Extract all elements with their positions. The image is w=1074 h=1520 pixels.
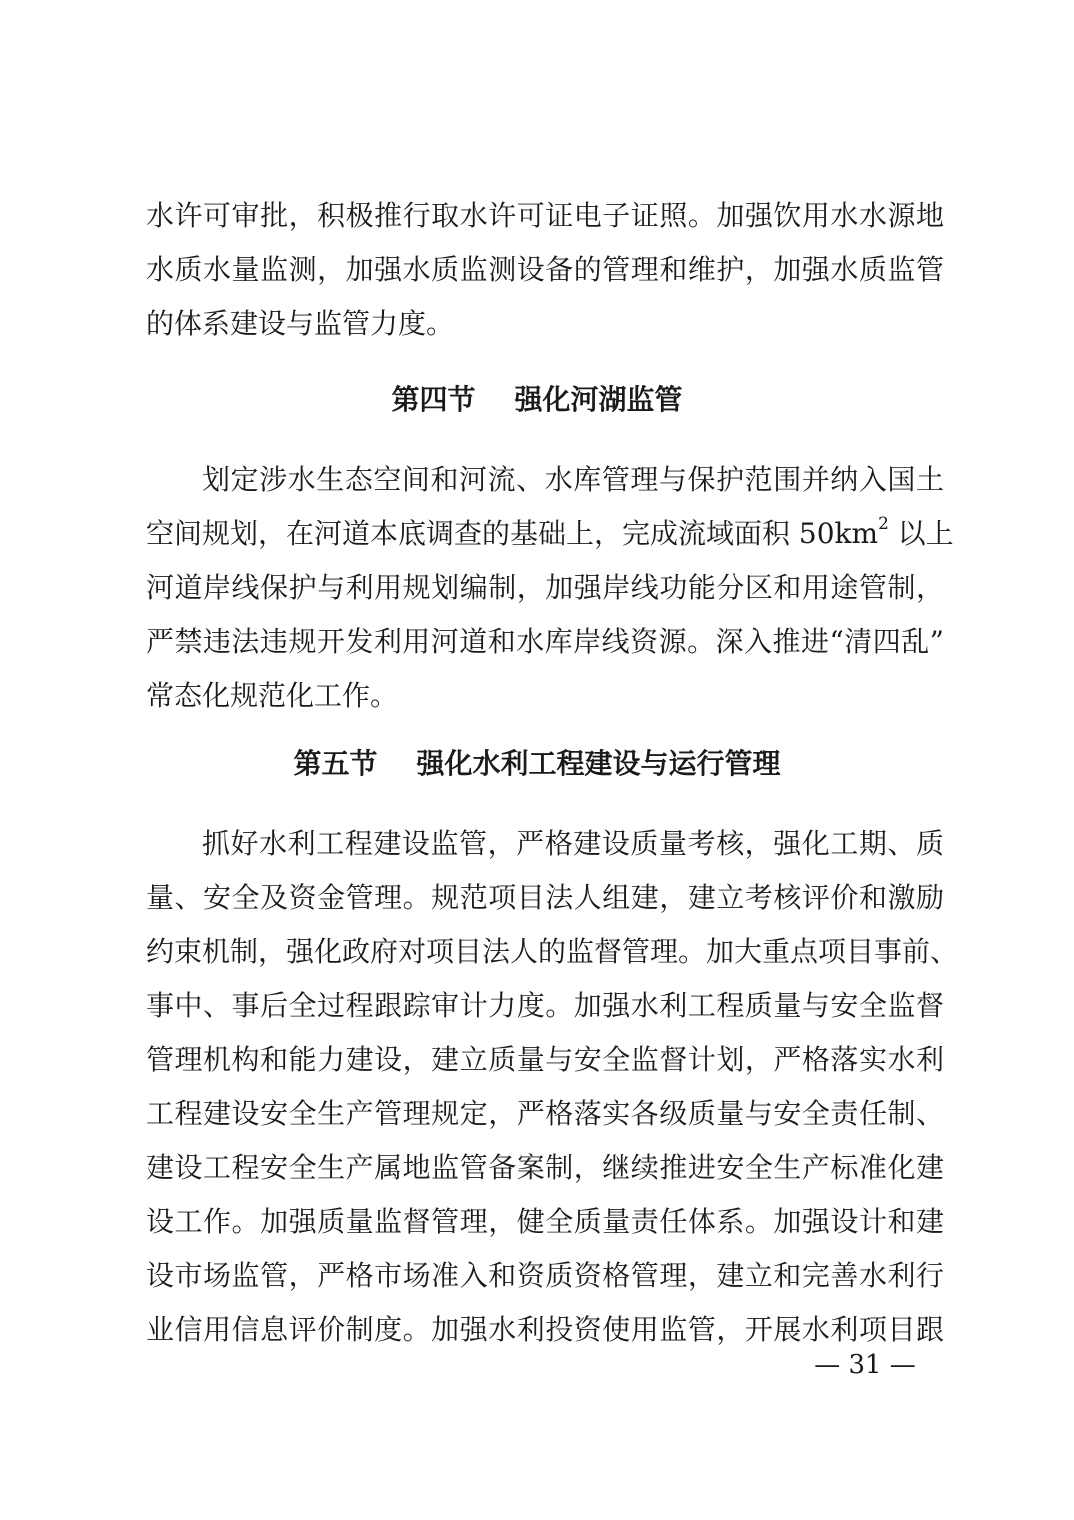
para2-line-2-text: 空间规划，在河道本底调查的基础上，完成流域面积 50km	[146, 517, 879, 550]
para1-line-3: 的体系建设与监管力度。	[146, 307, 455, 340]
page-number: — 31 —	[814, 1350, 916, 1380]
section-4-title: 强化河湖监管	[514, 383, 683, 416]
para2-line-5: 常态化规范化工作。	[146, 679, 399, 712]
superscript-2: 2	[878, 513, 889, 534]
para3-line-7: 建设工程安全生产属地监管备案制，继续推进安全生产标准化建	[146, 1151, 944, 1184]
section-5-number: 第五节	[293, 747, 378, 780]
para2-line-4: 严禁违法违规开发利用河道和水库岸线资源。深入推进“清四乱”	[146, 625, 944, 658]
para3-line-4: 事中、事后全过程跟踪审计力度。加强水利工程质量与安全监督	[146, 989, 944, 1022]
section-4-heading	[0, 382, 1074, 418]
para2-line-2	[146, 513, 954, 556]
para2-line-1: 划定涉水生态空间和河流、水库管理与保护范围并纳入国土	[202, 463, 944, 496]
section-5-title: 强化水利工程建设与运行管理	[416, 747, 781, 780]
para3-line-9: 设市场监管，严格市场准入和资质资格管理，建立和完善水利行	[146, 1259, 944, 1292]
para2-line-2-tail: 以上	[888, 517, 954, 550]
section-5-heading	[0, 746, 1074, 782]
para3-line-6: 工程建设安全生产管理规定，严格落实各级质量与安全责任制、	[146, 1097, 944, 1130]
para3-line-10: 业信用信息评价制度。加强水利投资使用监管，开展水利项目跟	[146, 1313, 944, 1346]
para3-line-5: 管理机构和能力建设，建立质量与安全监督计划，严格落实水利	[146, 1043, 944, 1076]
para3-line-3: 约束机制，强化政府对项目法人的监督管理。加大重点项目事前、	[146, 935, 959, 968]
para3-line-2: 量、安全及资金管理。规范项目法人组建，建立考核评价和激励	[146, 881, 944, 914]
para2-line-3: 河道岸线保护与利用规划编制，加强岸线功能分区和用途管制，	[146, 571, 944, 604]
para1-line-2: 水质水量监测，加强水质监测设备的管理和维护，加强水质监管	[146, 253, 944, 286]
para1-line-1: 水许可审批，积极推行取水许可证电子证照。加强饮用水水源地	[146, 199, 944, 232]
section-4-number: 第四节	[391, 383, 476, 416]
para3-line-1: 抓好水利工程建设监管，严格建设质量考核，强化工期、质	[202, 827, 944, 860]
para3-line-8: 设工作。加强质量监督管理，健全质量责任体系。加强设计和建	[146, 1205, 944, 1238]
